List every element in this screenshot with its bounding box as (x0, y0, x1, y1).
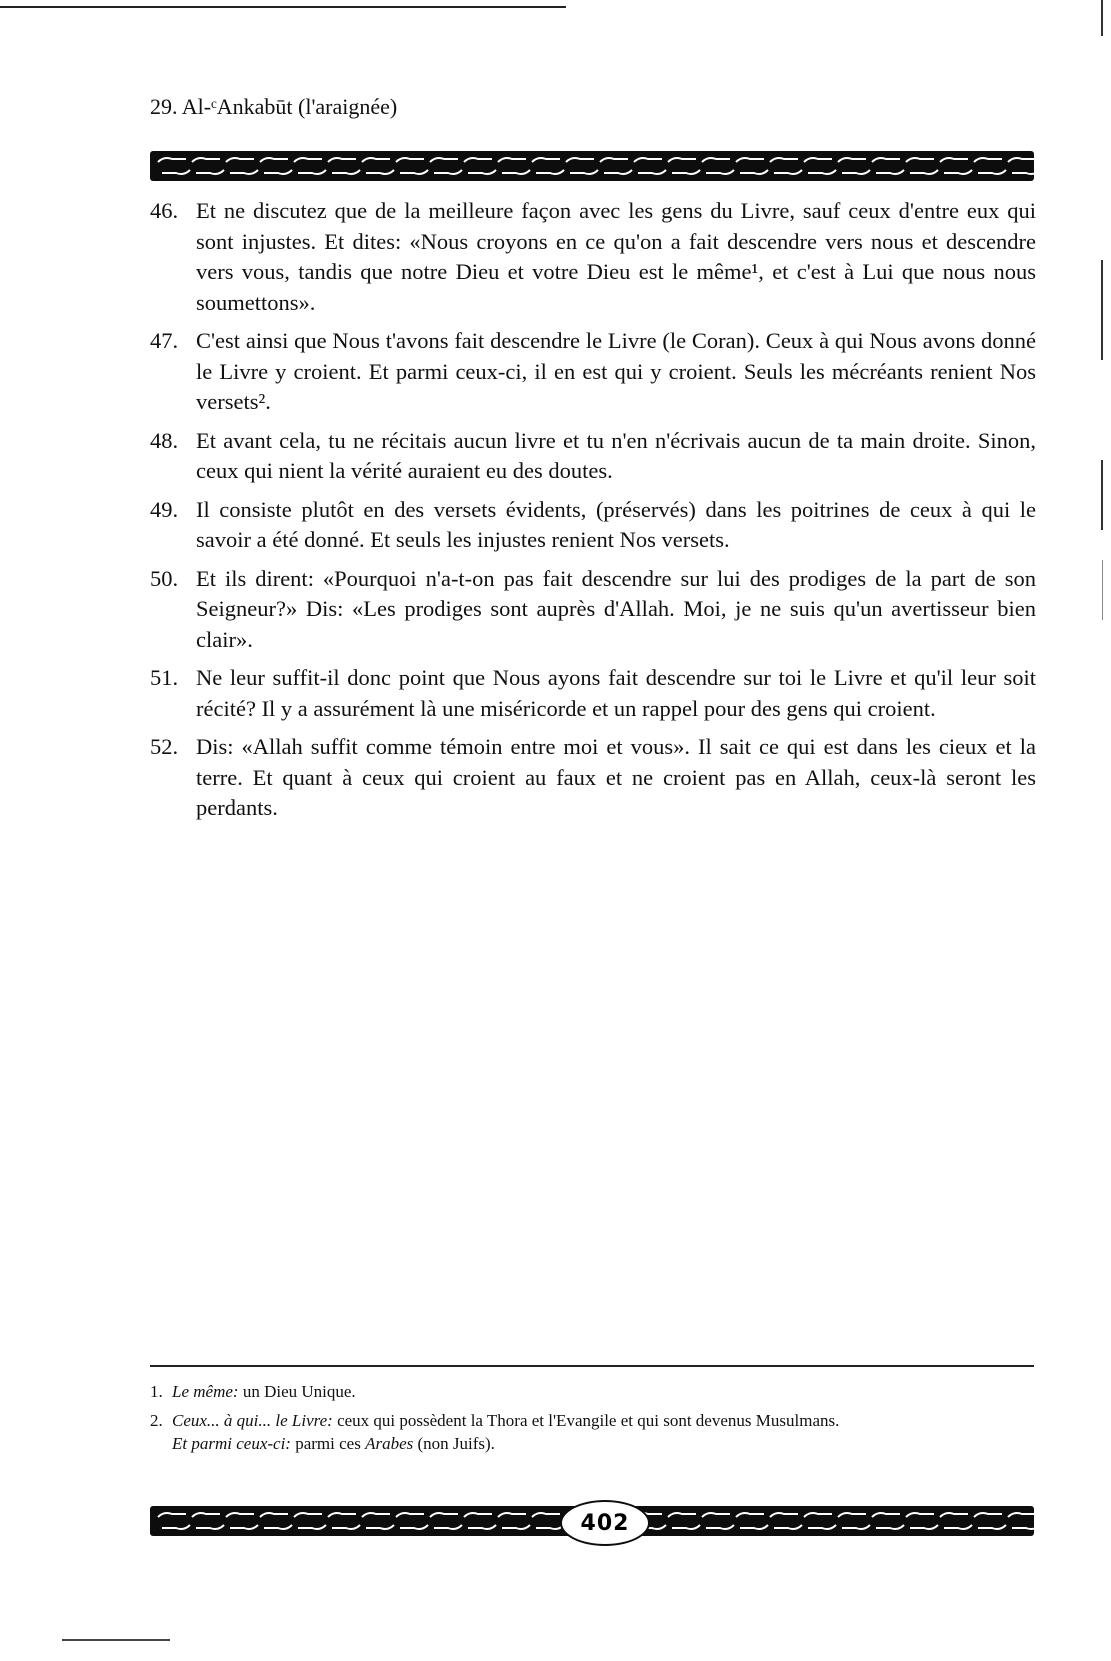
ornament-stroke (940, 1513, 968, 1517)
ornament-stroke (226, 1513, 254, 1517)
ornament-stroke (260, 158, 288, 162)
verse-text: Et ils dirent: «Pourquoi n'a-t-on pas fait descendre sur lui des prodiges de la part de son Seigneur?» Dis: «Les prodiges sont auprès d'Allah. Moi, je ne suis qu'un avertisseur bien clair». (196, 565, 1036, 652)
ornament-stroke (668, 1513, 696, 1517)
footnote-number: 1. (150, 1382, 163, 1401)
ornament-stroke (672, 1525, 700, 1529)
ornament-stroke (498, 1513, 526, 1517)
ornament-stroke (158, 1513, 186, 1517)
ornament-stroke (536, 170, 564, 174)
ornament-stroke (974, 158, 1002, 162)
ornament-stroke (736, 158, 764, 162)
ornament-stroke (740, 1525, 768, 1529)
verse-number: 49. (150, 496, 179, 522)
ornament-stroke (192, 1513, 220, 1517)
footnote-emphasis: Arabes (365, 1434, 414, 1453)
ornament-stroke (366, 170, 394, 174)
ornament-stroke (502, 170, 530, 174)
ornament-stroke (430, 158, 458, 162)
ornament-stroke (634, 158, 662, 162)
page-number: 402 (560, 1500, 650, 1546)
ornament-stroke (366, 1525, 394, 1529)
ornament-pattern (150, 151, 1034, 181)
footnote-text: (non Juifs). (413, 1434, 495, 1453)
ornament-stroke (328, 1513, 356, 1517)
ornament-stroke (668, 158, 696, 162)
ornament-stroke (362, 158, 390, 162)
ornament-stroke (468, 170, 496, 174)
footnote-term: Le même: (172, 1382, 239, 1401)
footnotes (150, 1380, 1034, 1461)
ornament-stroke (498, 158, 526, 162)
ornament-stroke (1008, 1513, 1034, 1517)
margin-mark (1102, 560, 1103, 620)
ornament-stroke (396, 158, 424, 162)
footnote-text: parmi ces (290, 1434, 366, 1453)
surah-title: 29. Al-ᶜAnkabūt (l'araignée) (150, 94, 398, 119)
ornament-stroke (532, 158, 560, 162)
ornament-stroke (978, 170, 1006, 174)
footnote-term: Et parmi ceux-ci: (172, 1434, 291, 1453)
ornament-stroke (158, 158, 186, 162)
verse (150, 426, 1036, 487)
ornament-stroke (396, 1513, 424, 1517)
verse-text: Ne leur suffit-il donc point que Nous ayons fait descendre sur toi le Livre et qu'il leur soit récité? Il y a assurément là une miséricorde et un rappel pour des gens qui croient. (196, 665, 1036, 721)
verse-number: 46. (150, 198, 179, 223)
ornament-stroke (978, 1525, 1006, 1529)
ornament-stroke (196, 170, 224, 174)
ornament-stroke (872, 158, 900, 162)
verse-list (150, 196, 1036, 832)
top-rule (0, 6, 566, 8)
verse (150, 564, 1036, 656)
verse-number: 50. (150, 565, 179, 591)
ornament-stroke (706, 170, 734, 174)
ornament-stroke (940, 158, 968, 162)
ornament-stroke (638, 170, 666, 174)
verse (150, 326, 1036, 418)
ornament-stroke (838, 1513, 866, 1517)
footnote-text: un Dieu Unique. (238, 1382, 356, 1401)
footnote-text: ceux qui possèdent la Thora et l'Evangile et qui sont devenus Musulmans. (332, 1411, 840, 1430)
verse-text: Et ne discutez que de la meilleure façon avec les gens du Livre, sauf ceux d'entre eux qui sont injustes. Et dites: «Nous croyons en ce qu'on a fait descendre vers nous et descendre vers vous, tandis que notre Dieu et votre Dieu est le même¹, et c'est à Lui que nous nous soumettons». (196, 198, 1036, 315)
ornament-stroke (430, 1513, 458, 1517)
verse (150, 663, 1036, 724)
ornament-stroke (400, 1525, 428, 1529)
ornament-stroke (264, 170, 292, 174)
ornament-stroke (196, 1525, 224, 1529)
ornament-stroke (502, 1525, 530, 1529)
verse-number: 48. (150, 427, 179, 453)
margin-mark (1101, 260, 1103, 360)
ornament-stroke (332, 170, 360, 174)
footnote-subnote (172, 1432, 1034, 1455)
footnote-separator (150, 1365, 1034, 1367)
ornament-stroke (566, 158, 594, 162)
margin-mark (1101, 0, 1103, 36)
ornament-stroke (672, 170, 700, 174)
ornament-stroke (838, 158, 866, 162)
verse-text: Dis: «Allah suffit comme témoin entre moi et vous». Il sait ce qui est dans les cieux et la terre. Et quant à ceux qui croient au faux et ne croient pas en Allah, ceux-là seront les perdants. (196, 734, 1036, 820)
ornament-stroke (294, 158, 322, 162)
ornament-stroke (298, 1525, 326, 1529)
ornament-stroke (740, 170, 768, 174)
verse (150, 495, 1036, 556)
margin-mark (1101, 460, 1103, 530)
ornament-stroke (600, 158, 628, 162)
ornament-stroke (1008, 158, 1034, 162)
ornament-stroke (872, 1513, 900, 1517)
ornament-stroke (230, 1525, 258, 1529)
ornament-stroke (910, 1525, 938, 1529)
ornament-stroke (702, 158, 730, 162)
ornament-stroke (464, 1513, 492, 1517)
footnote-number: 2. (150, 1411, 163, 1430)
ornament-stroke (842, 170, 870, 174)
ornament-stroke (876, 170, 904, 174)
ornament-stroke (906, 1513, 934, 1517)
verse-text: Et avant cela, tu ne récitais aucun livre et tu n'en n'écrivais aucun de ta main droite. Sinon, ceux qui nient la vérité auraient eu des doutes. (196, 427, 1036, 483)
ornament-stroke (362, 1513, 390, 1517)
ornament-stroke (876, 1525, 904, 1529)
ornament-stroke (944, 170, 972, 174)
ornament-stroke (328, 158, 356, 162)
ornament-stroke (192, 158, 220, 162)
ornament-stroke (1012, 1525, 1034, 1529)
ornament-stroke (1012, 170, 1034, 174)
footnote (150, 1409, 1034, 1455)
ornament-stroke (808, 170, 836, 174)
ornament-stroke (298, 170, 326, 174)
ornament-stroke (464, 158, 492, 162)
ornament-stroke (804, 158, 832, 162)
verse-text: Il consiste plutôt en des versets évidents, (préservés) dans les poitrines de ceux à qui le savoir a été donné. Et seuls les injustes renient Nos versets. (196, 496, 1036, 552)
ornament-stroke (226, 158, 254, 162)
ornament-stroke (332, 1525, 360, 1529)
ornament-stroke (702, 1513, 730, 1517)
ornament-stroke (944, 1525, 972, 1529)
verse (150, 732, 1036, 824)
ornament-stroke (910, 170, 938, 174)
ornament-stroke (906, 158, 934, 162)
ornament-stroke (260, 1513, 288, 1517)
ornament-stroke (842, 1525, 870, 1529)
ornament-stroke (706, 1525, 734, 1529)
ornament-stroke (294, 1513, 322, 1517)
ornament-stroke (468, 1525, 496, 1529)
ornament-stroke (264, 1525, 292, 1529)
ornament-stroke (434, 1525, 462, 1529)
decorative-band-top (150, 151, 1034, 181)
verse-number: 47. (150, 328, 179, 353)
ornament-stroke (736, 1513, 764, 1517)
ornament-stroke (162, 1525, 190, 1529)
ornament-stroke (774, 1525, 802, 1529)
footnote-term: Ceux... à qui... le Livre: (172, 1411, 333, 1430)
ornament-stroke (570, 170, 598, 174)
verse-number: 51. (150, 665, 179, 690)
ornament-stroke (770, 1513, 798, 1517)
ornament-stroke (804, 1513, 832, 1517)
ornament-stroke (230, 170, 258, 174)
ornament-stroke (400, 170, 428, 174)
footnote (150, 1380, 1034, 1403)
ornament-stroke (770, 158, 798, 162)
bottom-rule (62, 1639, 170, 1641)
verse-number: 52. (150, 734, 179, 759)
verse-text: C'est ainsi que Nous t'avons fait descendre le Livre (le Coran). Ceux à qui Nous avons donné le Livre y croient. Et parmi ceux-ci, il en est qui y croient. Seuls les mécréants renient Nos versets². (196, 328, 1036, 414)
ornament-stroke (808, 1525, 836, 1529)
ornament-stroke (162, 170, 190, 174)
ornament-stroke (974, 1513, 1002, 1517)
ornament-stroke (434, 170, 462, 174)
ornament-stroke (604, 170, 632, 174)
ornament-stroke (532, 1513, 560, 1517)
verse (150, 196, 1036, 318)
ornament-stroke (774, 170, 802, 174)
